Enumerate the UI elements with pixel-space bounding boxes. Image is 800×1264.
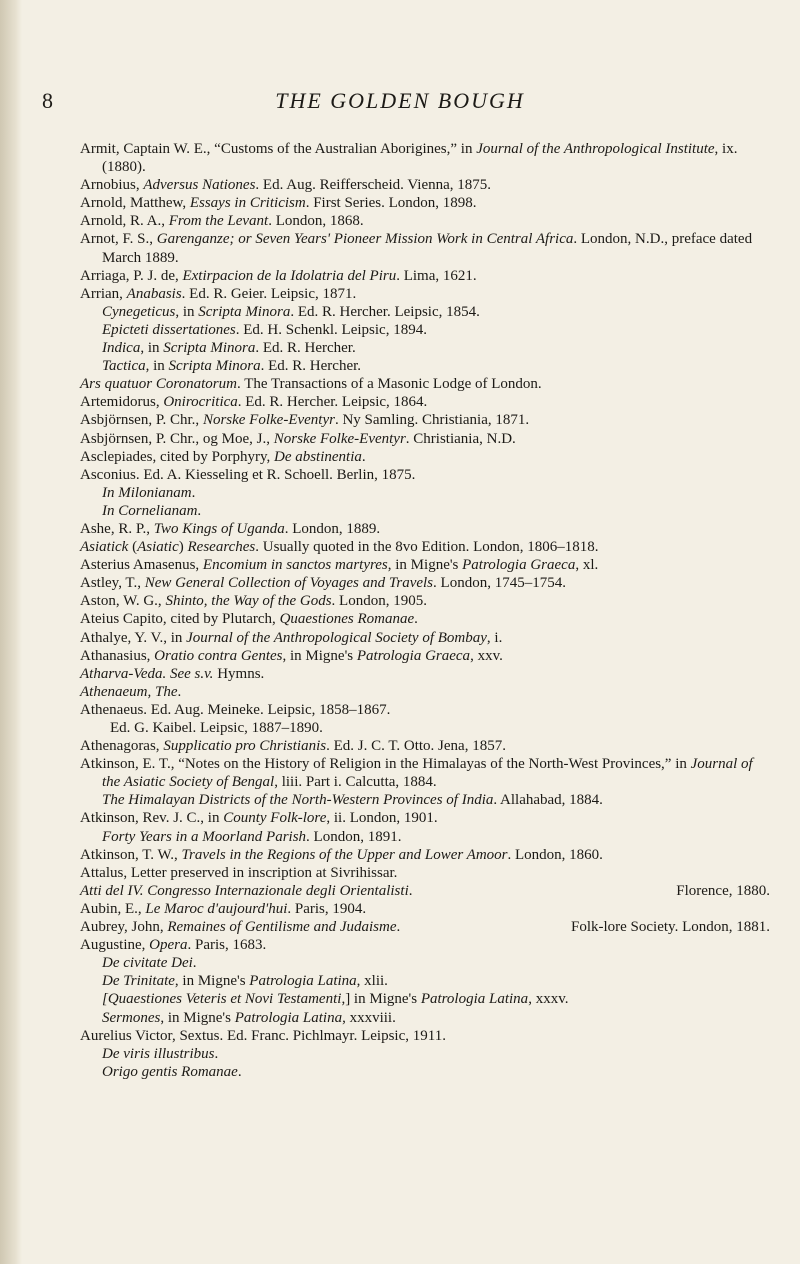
entry-text: . London, 1860. <box>507 846 603 863</box>
entry-text: Asclepiades, cited by Porphyry, <box>80 448 274 465</box>
bibliography-entry <box>80 592 770 610</box>
entry-title-text: Journal of the Anthropological Society of Bombay <box>186 629 487 646</box>
bibliography-entry <box>80 484 770 502</box>
entry-title-text: Adversus Nationes <box>143 177 256 194</box>
entry-text: , in Migne's <box>174 973 250 990</box>
bibliography-entry <box>80 230 770 266</box>
bibliography-entry <box>80 357 770 375</box>
page-number: 8 <box>42 88 53 113</box>
entry-text: . Ed. R. Geier. Leipsic, 1871. <box>181 285 357 302</box>
entry-text: Athanasius, <box>80 647 155 664</box>
entry-title-text: Patrologia Latina <box>234 1009 343 1026</box>
entry-text: Arnold, Matthew, <box>80 195 190 212</box>
bibliography-entry <box>80 285 770 303</box>
bibliography-entry <box>80 574 770 592</box>
entry-title-text: Scripta Minora <box>198 303 291 320</box>
entry-text: Arnobius, <box>80 177 144 194</box>
bibliography-entry <box>80 647 770 665</box>
entry-text: , in Migne's <box>282 647 357 664</box>
bibliography-list <box>80 140 770 1081</box>
bibliography-entry <box>80 629 770 647</box>
entry-text: , in <box>145 358 169 375</box>
entry-text: . Ed. H. Schenkl. Leipsic, 1894. <box>235 321 427 338</box>
entry-text: . Ny Samling. Christiania, 1871. <box>334 412 530 429</box>
entry-title-text: Supplicatio pro Christianis <box>163 738 327 755</box>
bibliography-entry <box>80 1027 770 1045</box>
entry-text: Aurelius Victor, Sextus. Ed. Franc. Pichlmayr. Leipsic, 1911. <box>80 1027 446 1044</box>
bibliography-entry <box>80 375 770 393</box>
entry-text: Athalye, Y. V., in <box>80 629 187 646</box>
running-title: THE GOLDEN BOUGH <box>275 88 525 113</box>
entry-title-text: Shinto, the Way of the Gods <box>165 593 332 610</box>
entry-text: Athenaeus. Ed. Aug. Meineke. Leipsic, 1858–1867. <box>80 701 391 718</box>
entry-title-text: Atti del IV. Congresso Internazionale degli Orientalisti <box>80 882 409 899</box>
entry-title-text: Sermones <box>102 1009 161 1026</box>
entry-text: . <box>177 683 182 700</box>
entry-title-text: From the Levant <box>168 213 269 230</box>
entry-text: Atkinson, T. W., <box>80 846 182 863</box>
bibliography-entry <box>80 466 770 484</box>
entry-text: , i. <box>486 629 503 646</box>
bibliography-entry <box>80 176 770 194</box>
bibliography-entry <box>80 665 770 683</box>
entry-title-text: Scripta Minora <box>163 340 256 357</box>
entry-title-text: Two Kings of Uganda <box>153 520 285 537</box>
page-gutter <box>0 0 22 1264</box>
bibliography-entry <box>80 936 770 954</box>
bibliography-entry <box>80 411 770 429</box>
entry-title-text: Researches <box>187 539 256 556</box>
bibliography-entry <box>80 448 770 466</box>
entry-text: , in Migne's <box>387 557 463 574</box>
entry-title-text: Anabasis <box>126 285 182 302</box>
bibliography-entry <box>80 393 770 411</box>
entry-title-text: Norske Folke-Eventyr <box>273 430 406 447</box>
entry-text: Armit, Captain W. E., “Customs of the Australian Aborigines,” in <box>80 141 477 157</box>
bibliography-entry <box>80 321 770 339</box>
entry-text: Atkinson, E. T., “Notes on the History of Religion in the Himalayas of the North-West Provinces,” in <box>80 756 691 773</box>
entry-title-text: Extirpacion de la Idolatria del Piru <box>182 267 397 284</box>
entry-title-text: In Cornelianam <box>102 502 198 519</box>
entry-title-text: Indica <box>102 340 141 357</box>
entry-title-text: De abstinentia <box>273 448 362 465</box>
entry-text: . Ed. R. Hercher. <box>255 340 356 357</box>
entry-title-text: Epicteti dissertationes <box>102 321 236 338</box>
entry-title-text: Asiatick <box>80 539 129 556</box>
entry-text: Athenagoras, <box>80 738 164 755</box>
entry-text: . London, 1889. <box>284 520 381 537</box>
bibliography-entry <box>80 990 770 1008</box>
bibliography-entry <box>80 339 770 357</box>
entry-text: Asconius. Ed. A. Kiesseling et R. Schoell. Berlin, 1875. <box>80 466 416 483</box>
entry-text: . Ed. R. Hercher. Leipsic, 1864. <box>237 394 428 411</box>
entry-title-text: Ars quatuor Coronatorum <box>80 376 237 393</box>
bibliography-entry <box>80 538 770 556</box>
entry-text: Ed. G. Kaibel. Leipsic, 1887–1890. <box>110 720 323 736</box>
entry-text: . <box>414 611 418 628</box>
entry-text: ( <box>128 539 138 556</box>
entry-title-text: New General Collection of Voyages and Travels <box>144 575 434 592</box>
entry-text: Asbjörnsen, P. Chr., <box>80 412 203 429</box>
bibliography-entry <box>80 791 770 809</box>
entry-publisher-info: Florence, 1880. <box>676 882 770 899</box>
entry-title-text: Quaestiones Romanae <box>279 611 415 628</box>
bibliography-entry <box>80 520 770 538</box>
entry-title-text: Athenaeum, The <box>80 683 178 700</box>
entry-text: Aston, W. G., <box>80 593 166 610</box>
entry-text: . <box>237 1063 242 1080</box>
entry-title-text: Norske Folke-Eventyr <box>202 412 335 429</box>
entry-title-text: Patrologia Graeca <box>356 647 471 664</box>
entry-title-text: Onirocritica <box>163 394 238 411</box>
entry-title-text: De Trinitate <box>102 973 175 990</box>
entry-title-text: County Folk-lore <box>223 810 327 827</box>
bibliography-entry <box>80 1063 770 1081</box>
entry-text: , ix. (1880). <box>102 141 738 176</box>
entry-text: , xxxviii. <box>342 1009 396 1026</box>
entry-text: . Usually quoted in the 8vo Edition. London, 1806–1818. <box>255 539 599 556</box>
bibliography-entry <box>80 882 770 900</box>
entry-text: . Christiania, N.D. <box>405 430 516 447</box>
entry-text: Arrian, <box>80 285 127 302</box>
bibliography-entry <box>80 719 770 737</box>
entry-title-text: Journal of the Anthropological Institute <box>476 141 715 157</box>
bibliography-entry <box>80 972 770 990</box>
entry-title-text: Patrologia Latina <box>420 991 529 1008</box>
entry-text: . Lima, 1621. <box>396 267 477 284</box>
entry-title-text: [Quaestiones Veteris et Novi Testamenti <box>102 991 342 1008</box>
entry-text: Astley, T., <box>80 575 145 592</box>
entry-text: . First Series. London, 1898. <box>305 195 477 212</box>
entry-title-text: The Himalayan Districts of the North-Western Provinces of India <box>102 792 494 809</box>
bibliography-entry <box>80 430 770 448</box>
bibliography-entry <box>80 212 770 230</box>
entry-text: Arnold, R. A., <box>80 213 169 230</box>
entry-text: . London, 1891. <box>306 828 402 845</box>
entry-text: ,] in Migne's <box>341 991 421 1008</box>
bibliography-entry <box>80 556 770 574</box>
page-header <box>0 88 800 122</box>
bibliography-entry <box>80 502 770 520</box>
bibliography-entry <box>80 918 770 936</box>
entry-text: . <box>214 1045 219 1062</box>
entry-title-text: Journal of the Asiatic Society of Bengal <box>102 756 753 791</box>
entry-title-text: Forty Years in a Moorland Parish <box>102 828 307 845</box>
entry-title-text: Opera <box>149 937 188 954</box>
entry-text: Ashe, R. P., <box>80 520 154 537</box>
entry-text: Ateius Capito, cited by Plutarch, <box>80 611 280 628</box>
entry-text: . Paris, 1683. <box>187 937 267 954</box>
entry-text: . The Transactions of a Masonic Lodge of London. <box>236 376 542 393</box>
entry-text: Hymns. <box>213 665 265 682</box>
entry-text: Arnot, F. S., <box>80 231 157 248</box>
entry-text: , ii. London, 1901. <box>326 810 438 827</box>
entry-text: , in Migne's <box>160 1009 235 1026</box>
entry-text: . <box>191 484 196 501</box>
bibliography-entry <box>80 828 770 846</box>
entry-text: , xxv. <box>470 647 503 664</box>
entry-text: Aubrey, John, <box>80 919 168 936</box>
entry-title-text: Encomium in sanctos martyres <box>202 557 388 574</box>
entry-title-text: Essays in Criticism <box>189 195 306 212</box>
entry-text: Artemidorus, <box>80 394 164 411</box>
entry-text: , in <box>140 340 164 357</box>
entry-title-text: Atharva-Veda. See s.v. <box>80 665 214 682</box>
bibliography-entry <box>80 864 770 882</box>
entry-text: . Ed. Aug. Reifferscheid. Vienna, 1875. <box>255 177 492 194</box>
entry-title-text: Patrologia Graeca <box>462 557 576 574</box>
entry-title-text: Patrologia Latina <box>249 973 357 990</box>
entry-text: Arriaga, P. J. de, <box>80 267 183 284</box>
entry-text: , in <box>175 303 199 320</box>
entry-text: , xlii. <box>356 973 388 990</box>
bibliography-entry <box>80 737 770 755</box>
entry-title-text: Remaines of Gentilisme and Judaisme <box>167 919 397 936</box>
bibliography-entry <box>80 194 770 212</box>
bibliography-entry <box>80 846 770 864</box>
bibliography-entry <box>80 267 770 285</box>
bibliography-entry <box>80 303 770 321</box>
entry-publisher-info: Folk-lore Society. London, 1881. <box>570 919 770 936</box>
entry-text: . <box>192 955 197 972</box>
entry-text: Asterius Amasenus, <box>80 557 203 574</box>
bibliography-entry <box>80 755 770 791</box>
bibliography-entry <box>80 610 770 628</box>
entry-text: . Ed. R. Hercher. <box>260 358 362 375</box>
entry-title-text: Oratio contra Gentes <box>154 647 283 664</box>
entry-text: , liii. Part i. Calcutta, 1884. <box>274 774 437 791</box>
entry-title-text: Asiatic <box>137 539 179 556</box>
entry-text: . Ed. R. Hercher. Leipsic, 1854. <box>290 303 480 320</box>
entry-title-text: De civitate Dei <box>102 955 193 972</box>
entry-title-text: De viris illustribus <box>102 1045 215 1062</box>
entry-title-text: Cynegeticus <box>102 303 176 320</box>
entry-title-text: Scripta Minora <box>168 358 261 375</box>
entry-title-text: Le Maroc d'aujourd'hui <box>145 900 288 917</box>
bibliography-entry <box>80 683 770 701</box>
entry-text: . London, 1745–1754. <box>433 575 566 592</box>
entry-text: Attalus, Letter preserved in inscription at Sivrihissar. <box>80 864 398 881</box>
entry-text: . <box>197 502 202 519</box>
entry-title-text: In Milonianam <box>102 484 192 501</box>
entry-text: . Ed. J. C. T. Otto. Jena, 1857. <box>326 738 506 755</box>
bibliography-entry <box>80 140 770 176</box>
entry-title-text: Tactica <box>102 358 146 375</box>
entry-text: . <box>396 919 401 936</box>
entry-text: . Allahabad, 1884. <box>493 792 603 809</box>
bibliography-entry <box>80 1045 770 1063</box>
entry-text: . <box>361 448 366 465</box>
entry-text: . London, 1868. <box>268 213 364 230</box>
bibliography-entry <box>80 809 770 827</box>
bibliography-entry <box>80 954 770 972</box>
entry-title-text: Garenganze; or Seven Years' Pioneer Mission Work in Central Africa <box>156 231 574 248</box>
entry-text: . London, 1905. <box>331 593 427 610</box>
bibliography-entry <box>80 701 770 719</box>
entry-text: . <box>408 882 413 899</box>
entry-text: Asbjörnsen, P. Chr., og Moe, J., <box>80 430 274 447</box>
entry-text: Atkinson, Rev. J. C., in <box>80 810 224 827</box>
entry-text: , xl. <box>575 557 599 574</box>
entry-text: ) <box>178 539 188 556</box>
entry-text: Augustine, <box>80 937 150 954</box>
entry-title-text: Origo gentis Romanae <box>102 1063 238 1080</box>
entry-title-text: Travels in the Regions of the Upper and Lower Amoor <box>181 846 508 863</box>
entry-text: . London, N.D., preface dated March 1889. <box>102 231 753 266</box>
entry-text: . Paris, 1904. <box>287 900 367 917</box>
bibliography-entry <box>80 1009 770 1027</box>
entry-text: Aubin, E., <box>80 900 146 917</box>
bibliography-entry <box>80 900 770 918</box>
entry-text: , xxxv. <box>528 991 569 1008</box>
